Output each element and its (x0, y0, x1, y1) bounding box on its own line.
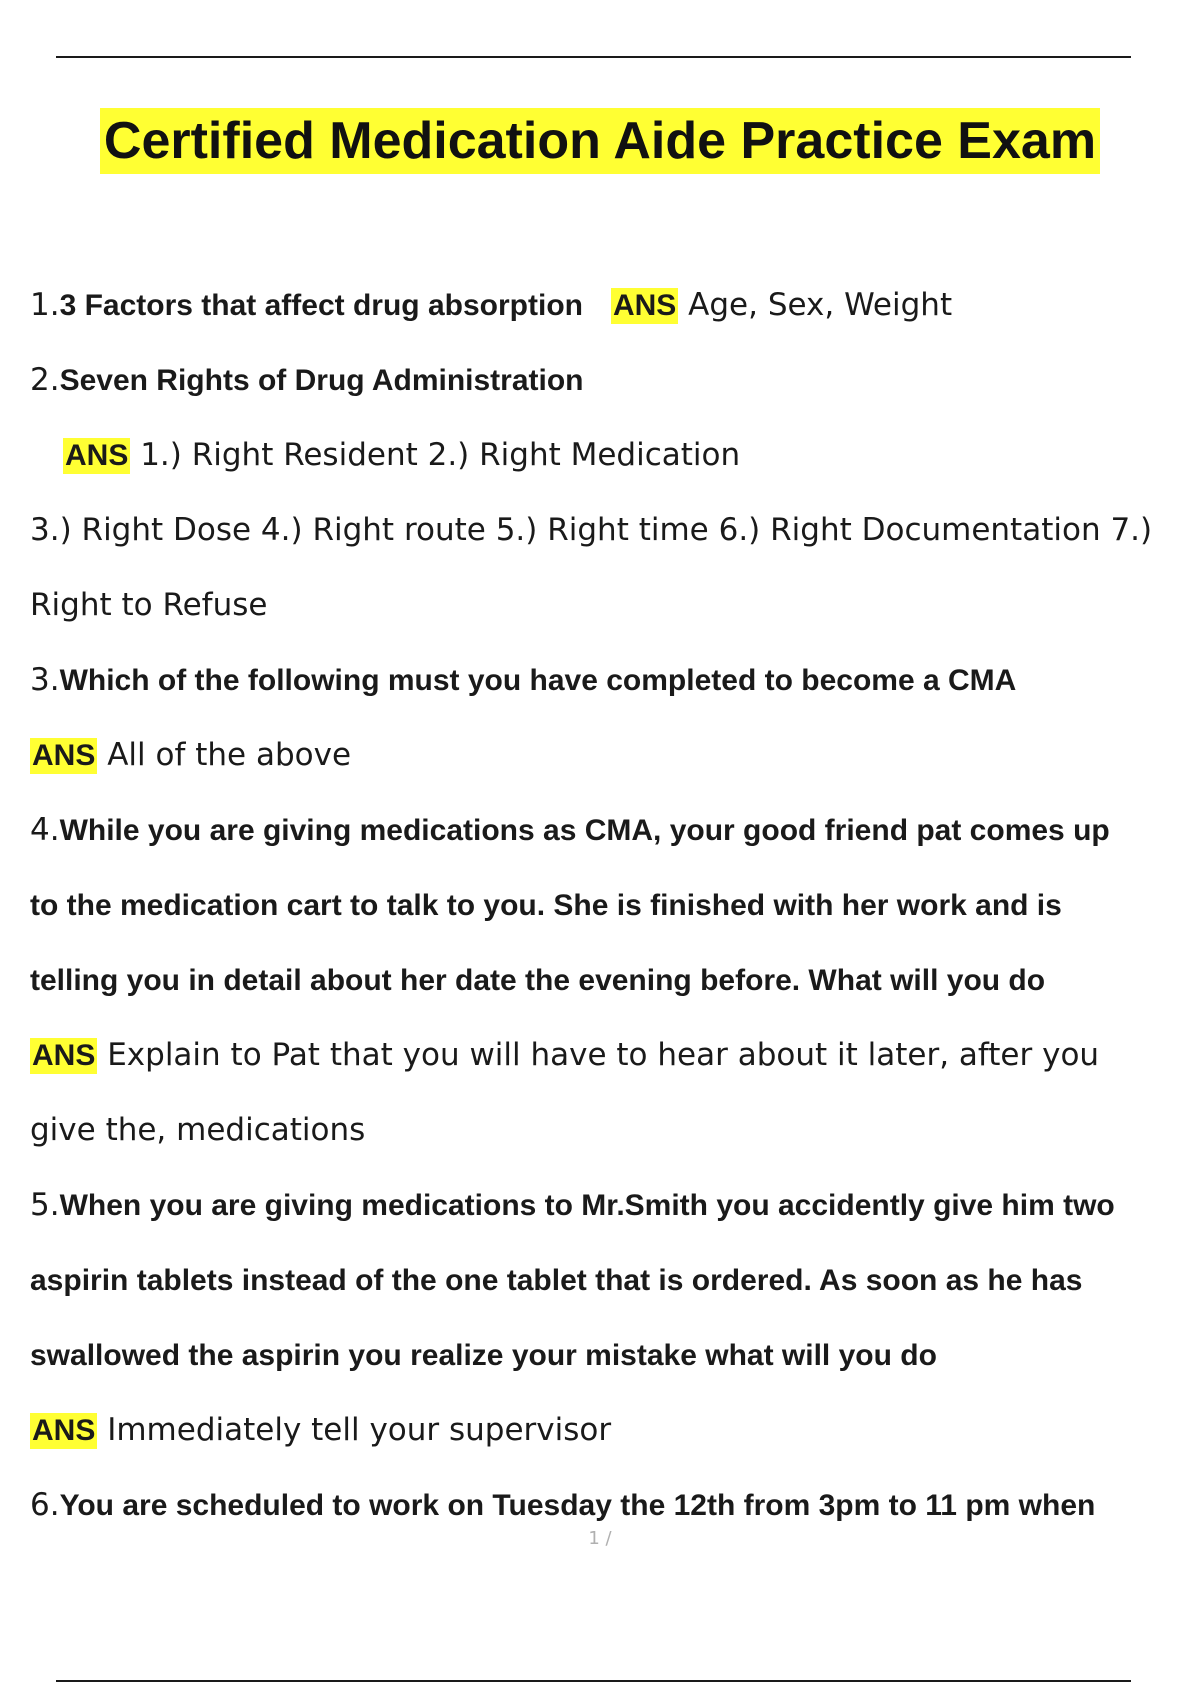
answer-text: Immediately tell your supervisor (107, 1412, 612, 1448)
ans-label: ANS (65, 439, 129, 472)
document-title: Certified Medication Aide Practice Exam (100, 108, 1100, 174)
question-4-line-1 (30, 793, 1195, 868)
question-number: 1. (30, 287, 60, 323)
answer-text: Age, Sex, Weight (688, 287, 953, 323)
answer-2-line-1 (30, 418, 1195, 493)
ans-label: ANS (612, 289, 677, 322)
answer-4-line-1 (30, 1018, 1195, 1093)
question-text: 3 Factors that affect drug absorption (59, 289, 583, 322)
question-1 (30, 268, 1195, 343)
question-text: aspirin tablets instead of the one tablet that is ordered. As soon as he has (30, 1264, 1083, 1297)
answer-text: All of the above (107, 737, 352, 773)
answer-3 (30, 718, 1195, 793)
question-5-line-2 (30, 1243, 1195, 1318)
question-4-line-3 (30, 943, 1195, 1018)
title-wrap (0, 108, 1200, 174)
answer-text: Right to Refuse (30, 587, 268, 623)
question-5-line-3 (30, 1318, 1195, 1393)
question-number: 2. (30, 362, 60, 398)
question-text: telling you in detail about her date the evening before. What will you do (30, 964, 1046, 997)
answer-text: 3.) Right Dose 4.) Right route 5.) Right time 6.) Right Documentation 7.) (30, 512, 1153, 548)
question-number: 3. (30, 662, 60, 698)
answer-5 (30, 1393, 1195, 1468)
answer-4-line-2 (30, 1093, 1195, 1168)
question-text: Seven Rights of Drug Administration (59, 364, 584, 397)
answer-text: Explain to Pat that you will have to hear about it later, after you (107, 1037, 1100, 1073)
answer-2-line-3 (30, 568, 1195, 643)
top-rule (56, 56, 1131, 58)
question-5-line-1 (30, 1168, 1195, 1243)
bottom-rule (56, 1680, 1131, 1682)
question-text: While you are giving medications as CMA, your good friend pat comes up (59, 814, 1110, 847)
question-number: 6. (30, 1487, 60, 1523)
ans-label: ANS (32, 739, 96, 772)
question-text: Which of the following must you have completed to become a CMA (59, 664, 1017, 697)
question-3 (30, 643, 1195, 718)
question-text: You are scheduled to work on Tuesday the 12th from 3pm to 11 pm when (59, 1489, 1096, 1522)
answer-text: give the, medications (30, 1112, 366, 1148)
ans-label: ANS (32, 1039, 96, 1072)
question-list (30, 268, 1195, 1543)
question-text: to the medication cart to talk to you. She is finished with her work and is (30, 889, 1062, 922)
answer-2-line-2 (30, 493, 1195, 568)
question-number: 4. (30, 812, 60, 848)
question-2 (30, 343, 1195, 418)
question-number: 5. (30, 1187, 60, 1223)
answer-text: 1.) Right Resident 2.) Right Medication (140, 437, 741, 473)
question-text: When you are giving medications to Mr.Smith you accidently give him two (59, 1189, 1115, 1222)
question-text: swallowed the aspirin you realize your mistake what will you do (30, 1339, 937, 1372)
ans-label: ANS (32, 1414, 96, 1447)
question-4-line-2 (30, 868, 1195, 943)
page-number: 1 / (588, 1528, 612, 1549)
